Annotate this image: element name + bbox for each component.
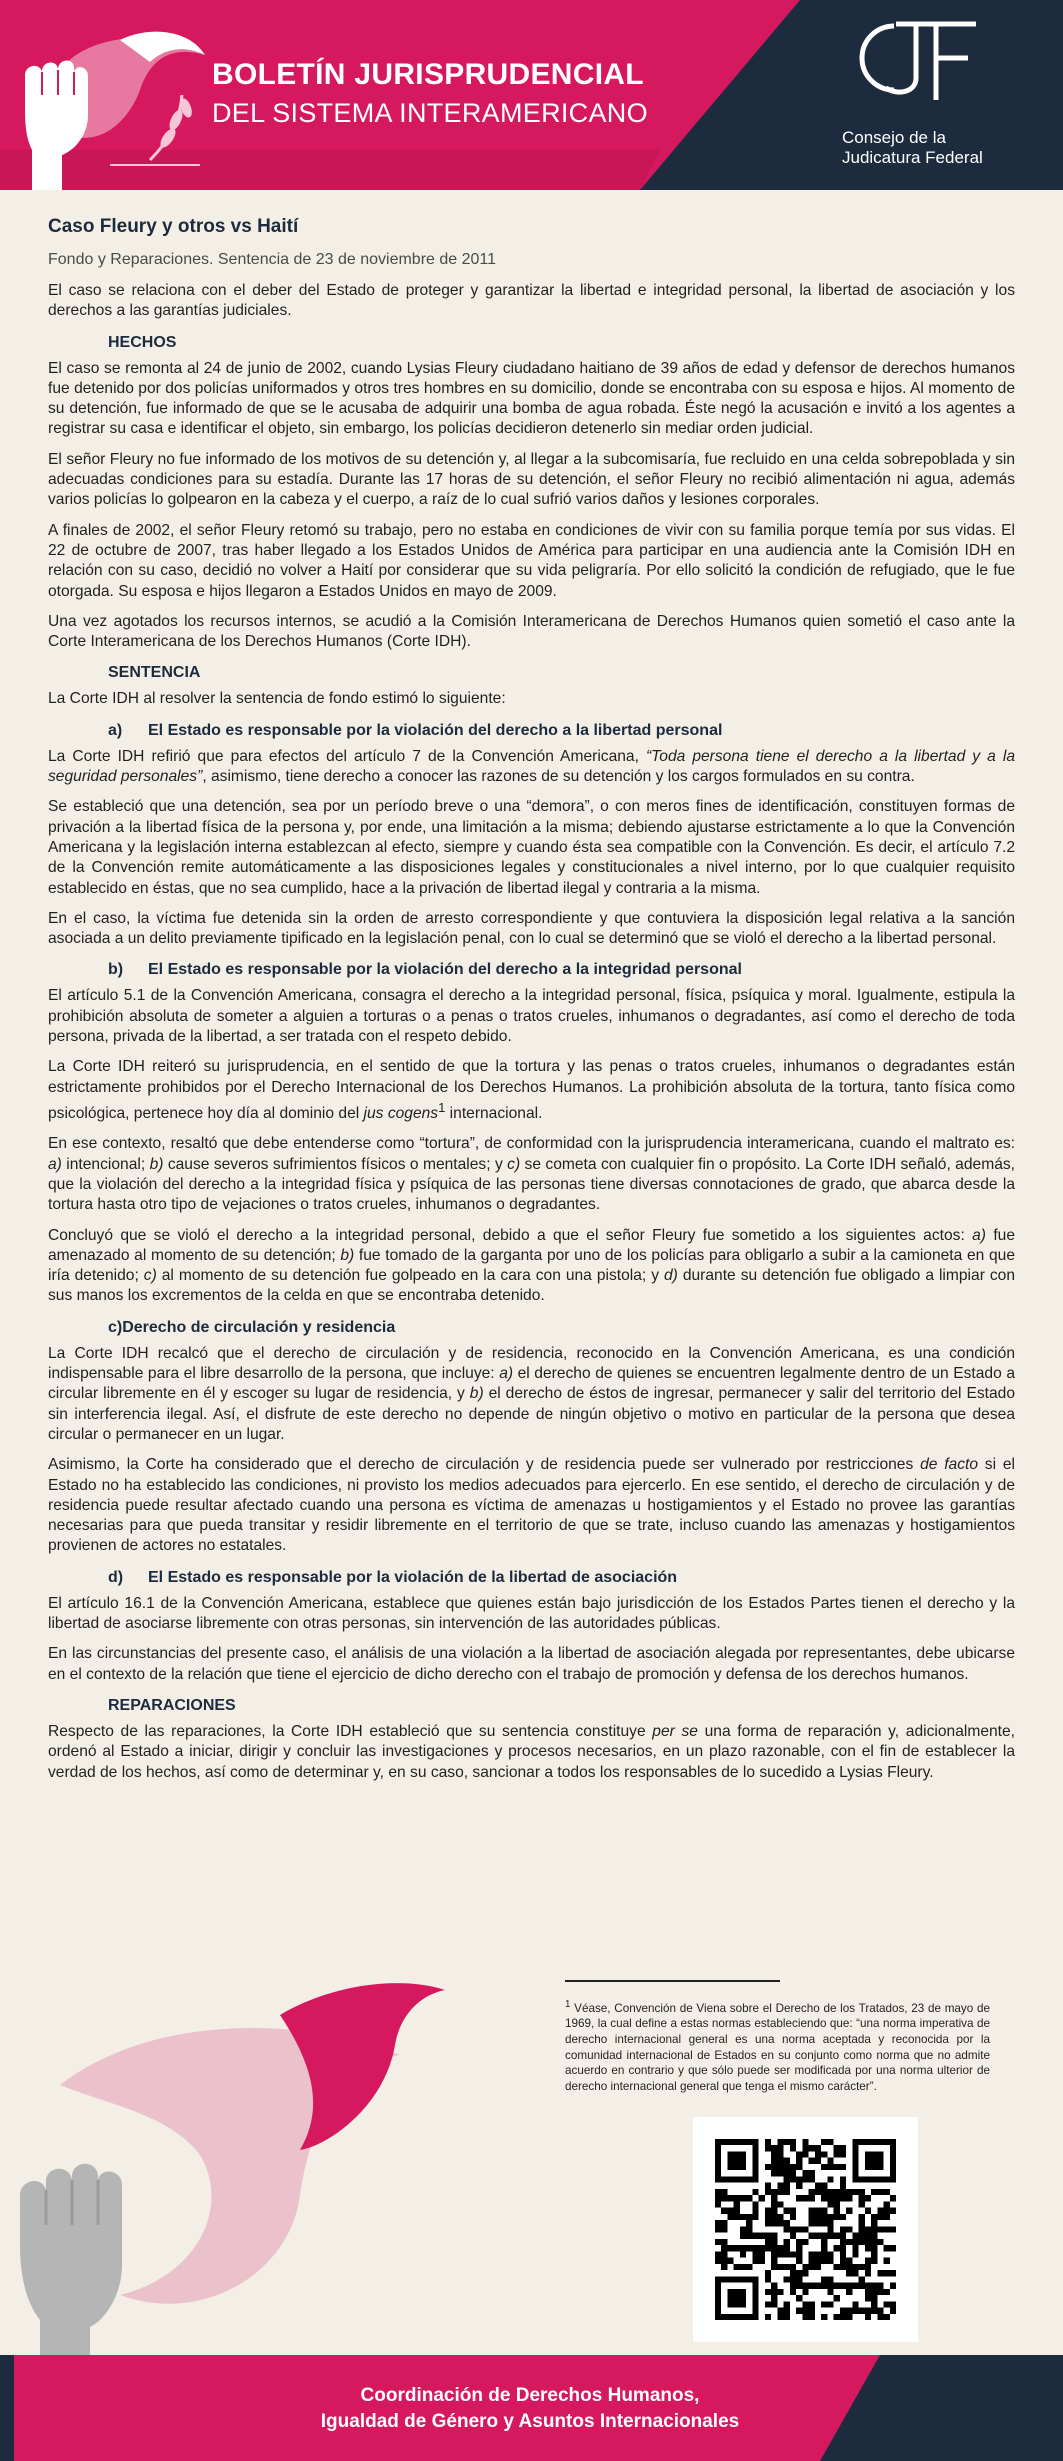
- list-marker: a): [48, 1155, 62, 1173]
- section-heading-hechos: HECHOS: [108, 333, 177, 351]
- text-run: fue amenazado al momento de su detención;: [48, 1226, 1015, 1264]
- text-run: La Corte IDH recalcó que el derecho de circulación y de residencia, reconocido en la Convención Americana, es una condición indispensable para el libre desarrollo de la persona, que incluye:: [48, 1344, 1015, 1383]
- text-run: se cometa con cualquier fin o propósito. La Corte IDH señaló, además, que la violación del derecho a la integridad física y psíquica de las personas tiene diversas connotaciones de grado, que abarca desde la tortura hasta otro tipo de vejaciones o tratos crueles, inhumanos o degradantes.: [48, 1155, 1015, 1214]
- list-marker: c): [507, 1155, 521, 1173]
- logo-text-line2: Judicatura Federal: [842, 148, 983, 167]
- text-run: internacional.: [445, 1105, 543, 1123]
- paragraph: En las circunstancias del presente caso, el análisis de una violación a la libertad de asociación alegada por representantes, debe ubicarse en el contexto de la relación que tiene el ejercicio de dicho derecho con el trabajo de promoción y defensa de los derechos humanos.: [48, 1645, 1015, 1683]
- logo-text-line1: Consejo de la: [842, 128, 946, 147]
- text-run: La Corte IDH reiteró su jurisprudencia, en el sentido de que la tortura y las penas o tratos crueles, inhumanos o degradantes están estrictamente prohibidos por el Derecho Internacional de los Derechos Humanos. La prohibición absoluta de la tortura, tanto física como psicológica, pertenece hoy día al dominio del: [48, 1058, 1015, 1123]
- footnote-ref: 1: [438, 1099, 446, 1115]
- footer-magenta-band: [0, 2355, 880, 2461]
- section-heading-reparaciones: REPARACIONES: [108, 1696, 236, 1714]
- footer-line2: Igualdad de Género y Asuntos Internacionales: [320, 2411, 740, 2432]
- intro-paragraph: El caso se relaciona con el deber del Estado de proteger y garantizar la libertad e integridad personal, la libertad de asociación y los derechos a las garantías judiciales.: [48, 282, 1015, 320]
- cjf-logo-icon: [836, 16, 986, 100]
- bulletin-body: [48, 215, 1015, 1793]
- text-run: si el Estado no ha establecido las condiciones, ni provisto los medios adecuados para ejercerlo. En ese sentido, el derecho de circulación y de residencia puede resultar afectado cuando una persona es víctima de amenazas u hostigamientos y el Estado no provee las garantías necesarias para que pueda transitar y residir libremente en el territorio de que se trate, incluso cuando las amenazas y hostigamientos provienen de actores no estatales.: [48, 1456, 1015, 1555]
- case-subtitle: Fondo y Reparaciones. Sentencia de 23 de noviembre de 2011: [48, 251, 497, 268]
- subsection-heading-a: [108, 720, 1015, 741]
- qr-code[interactable]: [693, 2117, 918, 2342]
- text-run: En ese contexto, resaltó que debe entenderse como “tortura”, de conformidad con la jurisprudencia interamericana, cuando el maltrato es:: [48, 1135, 1015, 1153]
- text-run: intencional;: [61, 1155, 150, 1173]
- list-marker: c): [143, 1267, 157, 1285]
- case-title: Caso Fleury y otros vs Haití: [48, 216, 299, 237]
- header-banner: [0, 0, 1063, 190]
- list-marker: a): [972, 1226, 986, 1244]
- paragraph: A finales de 2002, el señor Fleury retomó su trabajo, pero no estaba en condiciones de vivir con su familia porque temía por sus vidas. El 22 de octubre de 2007, tras haber llegado a los Estados Unidos de América para participar en una audiencia ante la Comisión IDH en relación con su caso, decidió no volver a Haití por considerar que su vida peligraría. Por ello solicitó la condición de refugiado, que le fue otorgada. Su esposa e hijos llegaron a Estados Unidos en mayo de 2009.: [48, 521, 1015, 600]
- paragraph: El artículo 16.1 de la Convención Americana, establece que quienes están bajo jurisdicción de los Estados Partes tienen el derecho y la libertad de asociarse libremente con otras personas, sin intervención de las autoridades públicas.: [48, 1594, 1015, 1633]
- paragraph: [48, 1344, 1015, 1445]
- paragraph: [48, 1722, 1015, 1783]
- italic-term: jus cogens: [363, 1105, 439, 1123]
- paragraph: [48, 1134, 1015, 1215]
- subsection-title: El Estado es responsable por la violación del derecho a la libertad personal: [148, 721, 723, 739]
- list-marker: a): [499, 1365, 514, 1383]
- text-run: , asimismo, tiene derecho a conocer las razones de su detención y los cargos formulados en su contra.: [202, 768, 915, 786]
- paragraph: [48, 1057, 1015, 1124]
- subsection-heading-d: [108, 1567, 1015, 1588]
- text-run: una forma de reparación y, adicionalmente, ordenó al Estado a iniciar, dirigir y concluir las investigaciones y procesos necesarios, en un plazo razonable, con el fin de establecer la verdad de los hechos, así como de determinar y, en su caso, sancionar a todos los responsables de lo sucedido a Lysias Fleury.: [48, 1722, 1015, 1781]
- paragraph: Se estableció que una detención, sea por un período breve o una “demora”, o con meros fines de identificación, constituyen formas de privación a la libertad física de la persona y, por ende, una limitación a la misma; debiendo ajustarse estrictamente a lo que la Convención Americana y la legislación interna establezcan al efecto, siempre y cuando ésta sea compatible con la Convención. Es decir, el artículo 7.2 de la Convención remite automáticamente a las disposiciones legales y constitucionales a nivel interno, por lo que cualquier requisito establecido en éstas, que no sea cumplido, hace a la privación de libertad ilegal y contraria a la misma.: [48, 798, 1015, 897]
- text-run: Concluyó que se violó el derecho a la integridad personal, debido a que el señor Fleury fue sometido a los siguientes actos:: [48, 1226, 973, 1244]
- text-run: Respecto de las reparaciones, la Corte IDH estableció que su sentencia constituye: [48, 1722, 653, 1740]
- paragraph: El señor Fleury no fue informado de los motivos de su detención y, al llegar a la subcomisaría, fue recluido en una celda sobrepoblada y sin adecuadas condiciones para su estadía. Durante las 17 horas de su detención, el señor Fleury no recibió alimentación ni agua, además varios policías lo golpearon en la cabeza y el cuerpo, a raíz de lo cual sufrió varios daños y lesiones corporales.: [48, 450, 1015, 509]
- text-run: al momento de su detención fue golpeado en la cara con una pistola; y: [156, 1267, 664, 1285]
- text-run: durante su detención fue obligado a limpiar con sus manos los excrementos de la celda en que se encontraba detenido.: [48, 1267, 1015, 1305]
- paragraph: La Corte IDH al resolver la sentencia de fondo estimó lo siguiente:: [48, 690, 506, 708]
- list-marker: b): [340, 1246, 355, 1264]
- text-run: Asimismo, la Corte ha considerado que el derecho de circulación y de residencia puede ser vulnerado por restricciones: [48, 1456, 921, 1474]
- paragraph: [48, 1226, 1015, 1307]
- list-marker: b): [149, 1155, 164, 1173]
- italic-term: per se: [652, 1722, 698, 1740]
- footer-edge: [0, 2355, 14, 2461]
- footer-banner: [0, 2355, 1063, 2461]
- subsection-title: El Estado es responsable por la violación del derecho a la integridad personal: [148, 961, 742, 979]
- subsection-letter: a): [108, 721, 123, 739]
- paragraph: En el caso, la víctima fue detenida sin la orden de arresto correspondiente y que contuviera la disposición legal relativa a la sanción asociada a un delito previamente tipificado en la legislación penal, con lo cual se determinó que se violó el derecho a la libertad personal.: [48, 909, 1015, 948]
- footnote-number: 1: [565, 1999, 571, 2010]
- footnote-rule: [565, 1980, 780, 1982]
- subsection-letter: d): [108, 1568, 124, 1586]
- paragraph: El artículo 5.1 de la Convención Americana, consagra el derecho a la integridad personal, física, psíquica y moral. Igualmente, estipula la prohibición absoluta de someter a alguien a torturas o a penas o tratos crueles, inhumanos o degradantes, así como el derecho de toda persona, privada de la libertad, a ser tratada con el respeto debido.: [48, 987, 1015, 1046]
- subsection-heading-b: [108, 959, 1015, 980]
- list-marker: b): [469, 1385, 484, 1403]
- footnote-text: Véase, Convención de Viena sobre el Derecho de los Tratados, 23 de mayo de 1969, la cual define a estas normas estableciendo que: “una norma imperativa de derecho internacional general es una norma aceptada y reconocida por la comunidad internacional de Estados en su conjunto como norma que no admite acuerdo en contrario y que sólo puede ser modificada por una norma ulterior de derecho internacional general que tenga el mismo carácter”.: [565, 2001, 990, 2093]
- quote-text: “Toda persona tiene el derecho a la libertad y a la seguridad personales”: [48, 747, 1015, 786]
- subsection-letter: b): [108, 961, 124, 979]
- text-run: fue tomado de la garganta por uno de los policías para obligarlo a subir a la camioneta en que iría detenido;: [48, 1246, 1015, 1285]
- list-marker: d): [663, 1267, 678, 1285]
- italic-term: de facto: [920, 1456, 979, 1474]
- footer-line1: Coordinación de Derechos Humanos,: [360, 2385, 700, 2406]
- paragraph: [48, 747, 1015, 788]
- raised-fist-dove-illustration-icon: [0, 1975, 560, 2355]
- text-run: cause severos sufrimientos físicos o mentales; y: [163, 1155, 508, 1173]
- paragraph: El caso se remonta al 24 de junio de 2002, cuando Lysias Fleury ciudadano haitiano de 39 años de edad y defensor de derechos humanos fue detenido por dos policías uniformados y otros tres hombres en su domicilio, donde se encontraba con su esposa e hijos. Al momento de su detención, fue informado de que se le acusaba de adquirir una bomba de agua robada. Éste negó la acusación e invitó a los agentes a registrar su casa e identificar el objeto, sin embargo, los policías decidieron detenerlo sin mediar orden judicial.: [48, 359, 1015, 438]
- bulletin-title: BOLETÍN JURISPRUDENCIAL: [212, 58, 644, 91]
- section-heading-sentencia: SENTENCIA: [108, 664, 201, 682]
- paragraph: [48, 1455, 1015, 1556]
- text-run: La Corte IDH refirió que para efectos del artículo 7 de la Convención Americana,: [48, 747, 646, 765]
- qr-code-icon: [715, 2139, 896, 2320]
- subsection-heading-c: c)Derecho de circulación y residencia: [108, 1318, 396, 1336]
- text-run: el derecho de quienes se encuentren legalmente dentro de un Estado a circular libremente en él y escoger su lugar de residencia, y: [48, 1365, 1015, 1403]
- subsection-title: El Estado es responsable por la violación de la libertad de asociación: [148, 1568, 678, 1586]
- text-run: el derecho de éstos de ingresar, permanecer y salir del territorio del Estado sin interferencia ilegal. Así, el disfrute de este derecho no depende de ningún objetivo o motivo en particular de la persona que desea circular o permanecer en un lugar.: [48, 1385, 1015, 1443]
- bulletin-subtitle: DEL SISTEMA INTERAMERICANO: [212, 98, 648, 128]
- footnote: [565, 1997, 990, 2094]
- raised-fist-dove-icon: [0, 0, 220, 190]
- paragraph: Una vez agotados los recursos internos, se acudió a la Comisión Interamericana de Derechos Humanos quien sometió el caso ante la Corte Interamericana de los Derechos Humanos (Corte IDH).: [48, 612, 1015, 651]
